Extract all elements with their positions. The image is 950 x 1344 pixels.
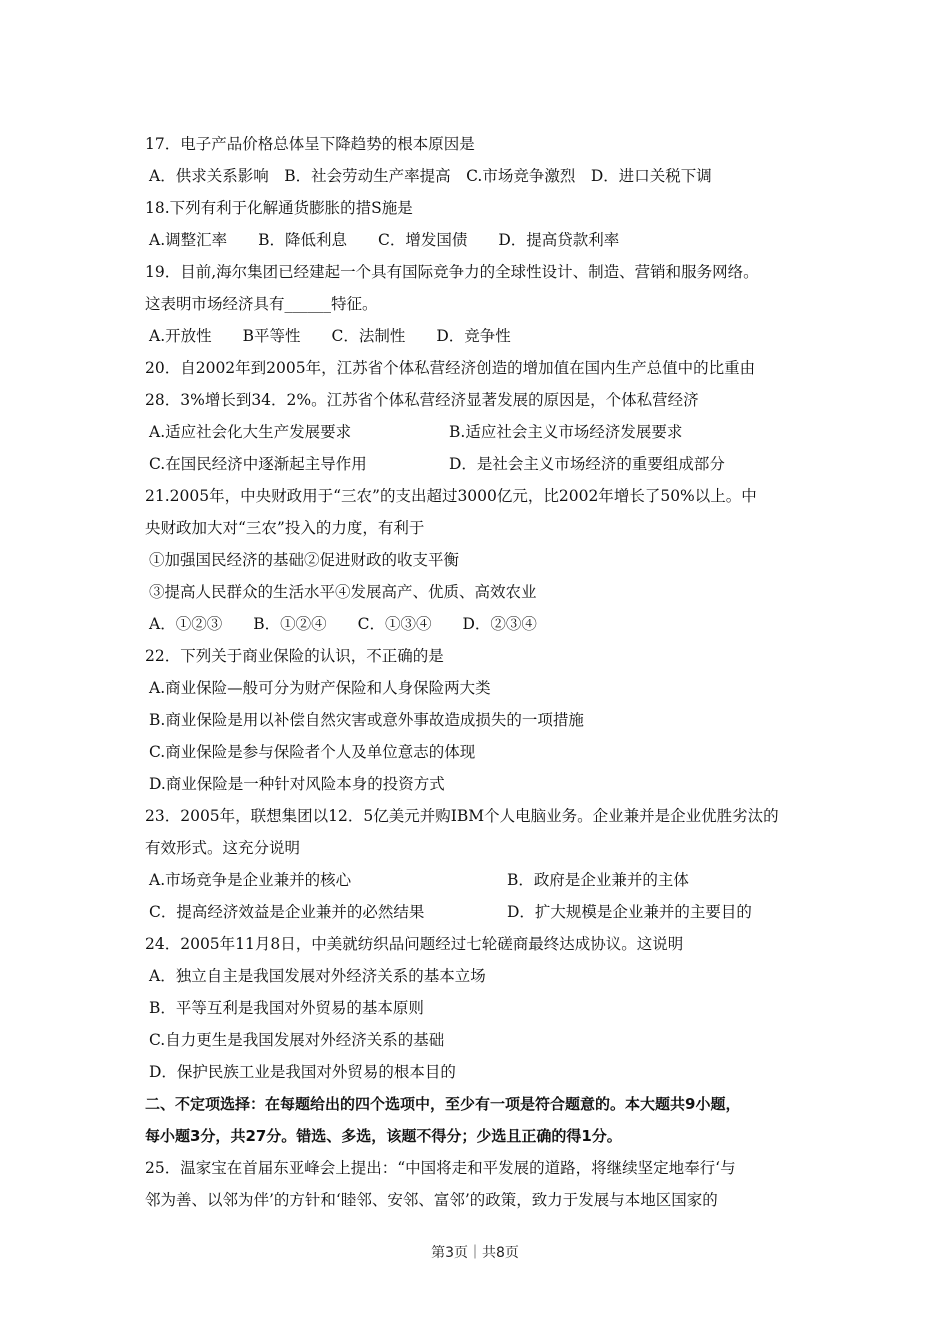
question-21-cont: 央财政加大对“三农”投入的力度，有利于	[145, 519, 425, 537]
question-21-item-1-2: ①加强国民经济的基础②促进财政的收支平衡	[149, 551, 460, 569]
question-23-options-ab	[145, 864, 815, 896]
question-23-cont: 有效形式。这充分说明	[145, 839, 301, 857]
question-19: 19．目前,海尔集团已经建起一个具有国际竞争力的全球性设计、制造、营销和服务网络。	[145, 263, 759, 281]
question-20-options-ab	[145, 416, 815, 448]
question-20-option-b: B.适应社会主义市场经济发展要求	[449, 423, 683, 441]
question-20-option-c: C.在国民经济中逐渐起主导作用	[149, 455, 367, 473]
question-20-option-a: A.适应社会化大生产发展要求	[149, 423, 352, 441]
question-18: 18.下列有利于化解通货膨胀的措S施是	[145, 199, 413, 217]
question-24-option-b: B．平等互利是我国对外贸易的基本原则	[149, 999, 424, 1017]
question-24-option-a: A．独立自主是我国发展对外经济关系的基本立场	[149, 967, 486, 985]
question-25: 25．温家宝在首届东亚峰会上提出：“中国将走和平发展的道路，将继续坚定地奉行‘与	[145, 1159, 736, 1177]
question-24-option-c: C.自力更生是我国发展对外经济关系的基础	[149, 1031, 445, 1049]
question-21: 21.2005年，中央财政用于“三农”的支出超过3000亿元，比2002年增长了50%以上。中	[145, 487, 757, 505]
section-2-heading: 二、不定项选择：在每题给出的四个选项中，至少有一项是符合题意的。本大题共9小题，	[145, 1095, 741, 1113]
question-22-option-a: A.商业保险—般可分为财产保险和人身保险两大类	[149, 679, 491, 697]
question-17: 17．电子产品价格总体呈下降趋势的根本原因是	[145, 135, 475, 153]
question-22-option-b: B.商业保险是用以补偿自然灾害或意外事故造成损失的一项措施	[149, 711, 584, 729]
question-23: 23．2005年，联想集团以12．5亿美元并购IBM个人电脑业务。企业兼并是企业优胜劣汰的	[145, 807, 779, 825]
question-25-cont: 邻为善、以邻为伴’的方针和‘睦邻、安邻、富邻’的政策，致力于发展与本地区国家的	[145, 1191, 718, 1209]
question-24-option-d: D．保护民族工业是我国对外贸易的根本目的	[149, 1063, 456, 1081]
question-20-cont: 28．3%增长到34．2%。江苏省个体私营经济显著发展的原因是，个体私营经济	[145, 391, 699, 409]
question-22-option-d: D.商业保险是一种针对风险本身的投资方式	[149, 775, 445, 793]
question-19-options: A.开放性 B平等性 C．法制性 D．竞争性	[149, 327, 511, 345]
question-20: 20．自2002年到2005年，江苏省个体私营经济创造的增加值在国内生产总值中的比重由	[145, 359, 756, 377]
page-footer: 第3页｜共8页	[431, 1245, 519, 1261]
question-23-options-cd	[145, 896, 815, 928]
question-19-cont: 这表明市场经济具有______特征。	[145, 295, 378, 313]
question-23-option-a: A.市场竞争是企业兼并的核心	[149, 871, 352, 889]
question-23-option-d: D．扩大规模是企业兼并的主要目的	[507, 903, 752, 921]
question-23-option-c: C．提高经济效益是企业兼并的必然结果	[149, 903, 425, 921]
question-20-options-cd	[145, 448, 815, 480]
question-22: 22．下列关于商业保险的认识，不正确的是	[145, 647, 444, 665]
question-20-option-d: D．是社会主义市场经济的重要组成部分	[449, 455, 725, 473]
question-18-options: A.调整汇率 B．降低利息 C．增发国债 D．提高贷款利率	[149, 231, 620, 249]
question-22-option-c: C.商业保险是参与保险者个人及单位意志的体现	[149, 743, 476, 761]
question-23-option-b: B．政府是企业兼并的主体	[507, 871, 689, 889]
page-content	[145, 128, 815, 1216]
question-21-options: A．①②③ B．①②④ C．①③④ D．②③④	[149, 615, 537, 633]
question-17-options: A．供求关系影响 B．社会劳动生产率提高 C.市场竞争激烈 D．进口关税下调	[149, 167, 712, 185]
section-2-heading-cont: 每小题3分，共27分。错选、多选，该题不得分；少选且正确的得1分。	[145, 1127, 622, 1145]
question-24: 24．2005年11月8日，中美就纺织品问题经过七轮磋商最终达成协议。这说明	[145, 935, 684, 953]
question-21-item-3-4: ③提高人民群众的生活水平④发展高产、优质、高效农业	[149, 583, 537, 601]
